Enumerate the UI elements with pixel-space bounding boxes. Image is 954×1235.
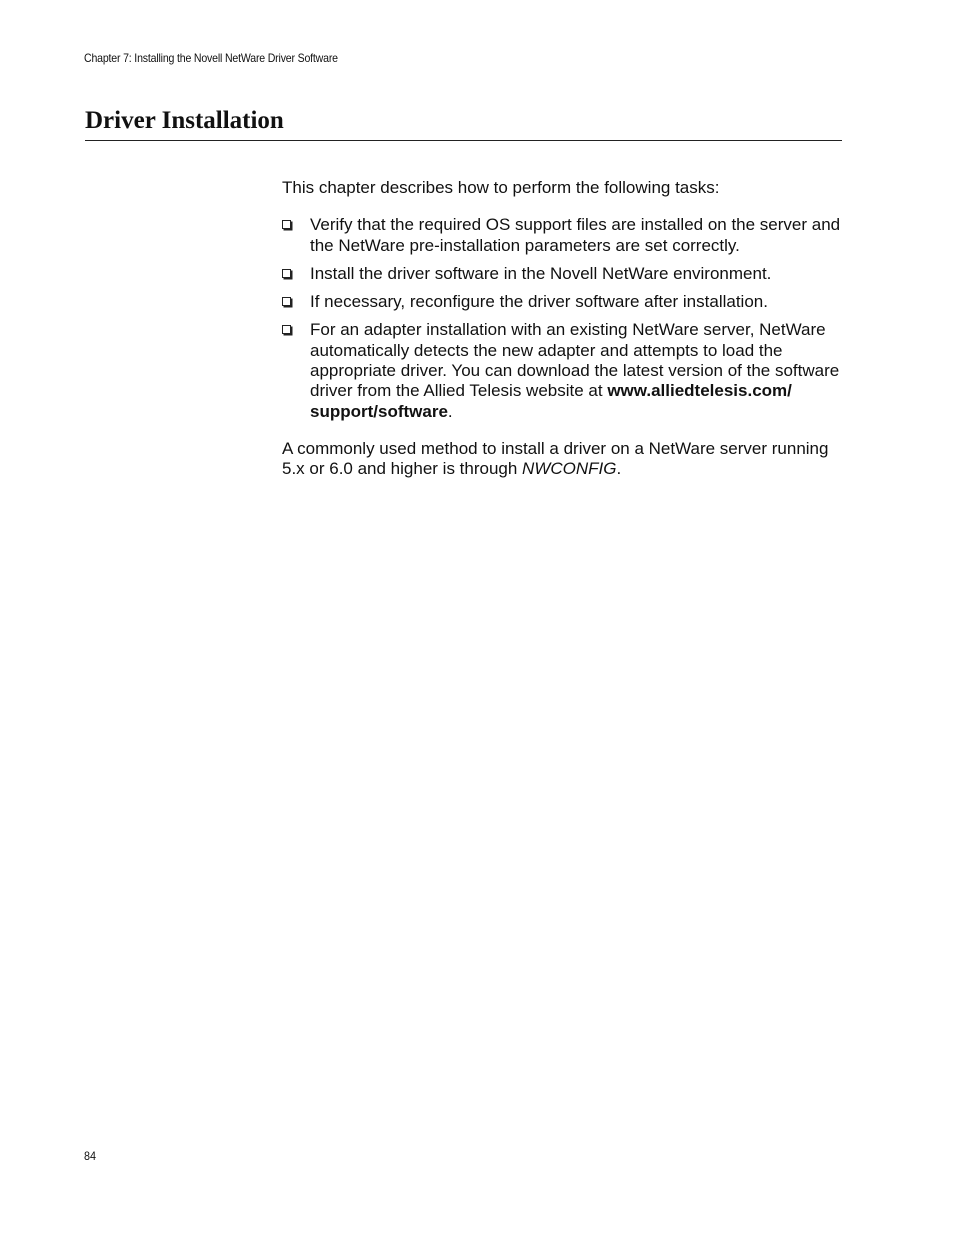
intro-paragraph: This chapter describes how to perform the following tasks: — [282, 178, 720, 197]
checkbox-bullet-icon — [282, 220, 291, 229]
page-number: 84 — [84, 1149, 97, 1163]
closing-suffix: . — [616, 459, 622, 479]
checkbox-bullet-icon — [282, 325, 291, 334]
title-rule — [85, 140, 842, 141]
list-item — [282, 320, 847, 421]
list-item-text: Install the driver software in the Novell NetWare environment. — [310, 263, 772, 283]
checkbox-bullet-icon — [282, 269, 291, 278]
list-item-text: If necessary, reconfigure the driver software after installation. — [310, 292, 768, 312]
list-item-text: Verify that the required OS support files are installed on the server and the NetWare pre-installation parameters are set correctly. — [310, 215, 841, 255]
running-header: Chapter 7: Installing the Novell NetWare Driver Software — [84, 51, 338, 65]
nwconfig-emphasis: NWCONFIG — [522, 459, 617, 479]
website-link[interactable]: www.alliedtelesis.com/ support/software — [310, 381, 792, 421]
list-item — [282, 292, 847, 312]
checkbox-bullet-icon — [282, 297, 291, 306]
section-title: Driver Installation — [85, 107, 284, 134]
body-text — [282, 178, 847, 480]
list-item — [282, 215, 847, 256]
closing-paragraph — [282, 439, 847, 480]
list-item-suffix: . — [447, 401, 453, 421]
list-item-text: For an adapter installation with an existing NetWare server, NetWare automatically detects the new adapter and attempts to load the appropriate driver. You can download the latest version of the software driver from the Allied Telesis website at — [310, 320, 840, 401]
task-list — [282, 215, 847, 422]
list-item — [282, 264, 847, 284]
closing-text: A commonly used method to install a driver on a NetWare server running 5.x or 6.0 and higher is through — [282, 438, 829, 479]
